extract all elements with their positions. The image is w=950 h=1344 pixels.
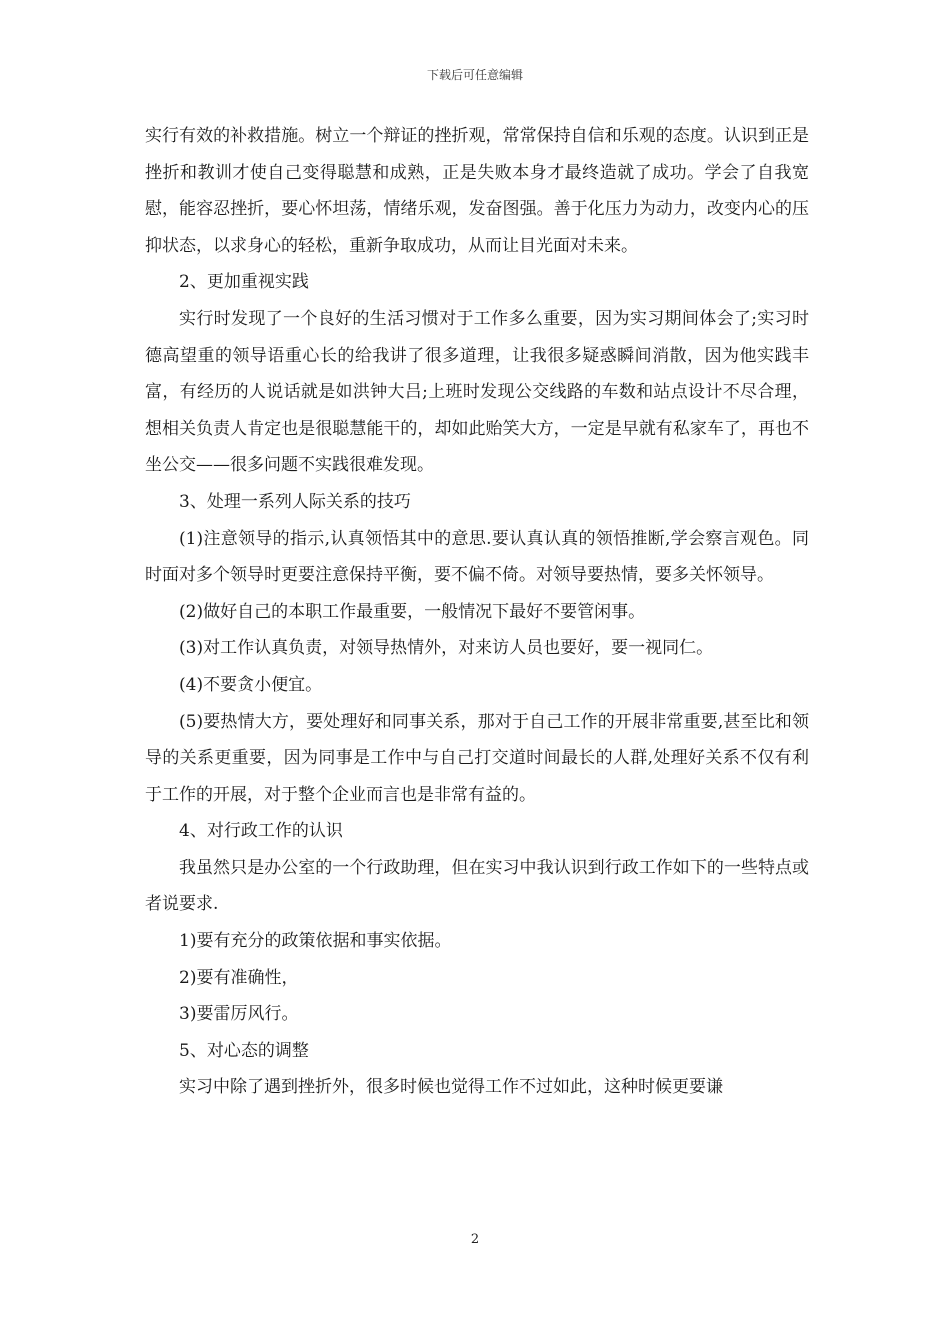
page-number: 2	[470, 1232, 480, 1247]
page-header: 下载后可任意编辑	[426, 68, 523, 82]
paragraph-4: 实习中除了遇到挫折外，很多时候也觉得工作不过如此，这种时候更要谦	[179, 1077, 723, 1098]
section-heading-2: 2、更加重视实践	[179, 272, 309, 293]
list-item-2: (2)做好自己的本职工作最重要，一般情况下最好不要管闲事。	[179, 601, 646, 622]
list-item-1: (1)注意领导的指示,认真领悟其中的意思.要认真认真的领悟推断,学会察言观色。同时面对多个领导时更要注意保持平衡，要不偏不倚。对领导要热情，要多关怀领导。	[145, 528, 809, 586]
list-item-3: (3)对工作认真负责，对领导热情外，对来访人员也要好，要一视同仁。	[179, 638, 714, 659]
paragraph-1: 实行有效的补救措施。树立一个辩证的挫折观，常常保持自信和乐观的态度。认识到正是挫折和教训才使自己变得聪慧和成熟，正是失败本身才最终造就了成功。学会了自我宽慰，能容忍挫折，要心怀坦荡，情绪乐观，发奋图强。善于化压力为动力，改变内心的压抑状态，以求身心的轻松，重新争取成功，从而让目光面对未来。	[145, 126, 809, 256]
requirement-3: 3)要雷厉风行。	[179, 1004, 299, 1025]
requirement-2: 2)要有准确性，	[179, 967, 299, 988]
list-item-5: (5)要热情大方，要处理好和同事关系，那对于自己工作的开展非常重要,甚至比和领导的关系更重要，因为同事是工作中与自己打交道时间最长的人群,处理好关系不仅有利于工作的开展，对于整个企业而言也是非常有益的。	[145, 711, 809, 805]
section-heading-3: 3、处理一系列人际关系的技巧	[179, 491, 411, 512]
paragraph-2: 实行时发现了一个良好的生活习惯对于工作多么重要，因为实习期间体会了;实习时德高望重的领导语重心长的给我讲了很多道理，让我很多疑惑瞬间消散，因为他实践丰富，有经历的人说话就是如洪钟大吕;上班时发现公交线路的车数和站点设计不尽合理，想相关负责人肯定也是很聪慧能干的，却如此贻笑大方，一定是早就有私家车了，再也不坐公交——很多问题不实践很难发现。	[145, 308, 809, 476]
section-heading-5: 5、对心态的调整	[179, 1040, 309, 1061]
document-body	[145, 118, 809, 1106]
section-heading-4: 4、对行政工作的认识	[179, 821, 343, 842]
paragraph-3: 我虽然只是办公室的一个行政助理，但在实习中我认识到行政工作如下的一些特点或者说要求.	[145, 857, 809, 915]
requirement-1: 1)要有充分的政策依据和事实依据。	[179, 931, 452, 952]
list-item-4: (4)不要贪小便宜。	[179, 674, 323, 695]
